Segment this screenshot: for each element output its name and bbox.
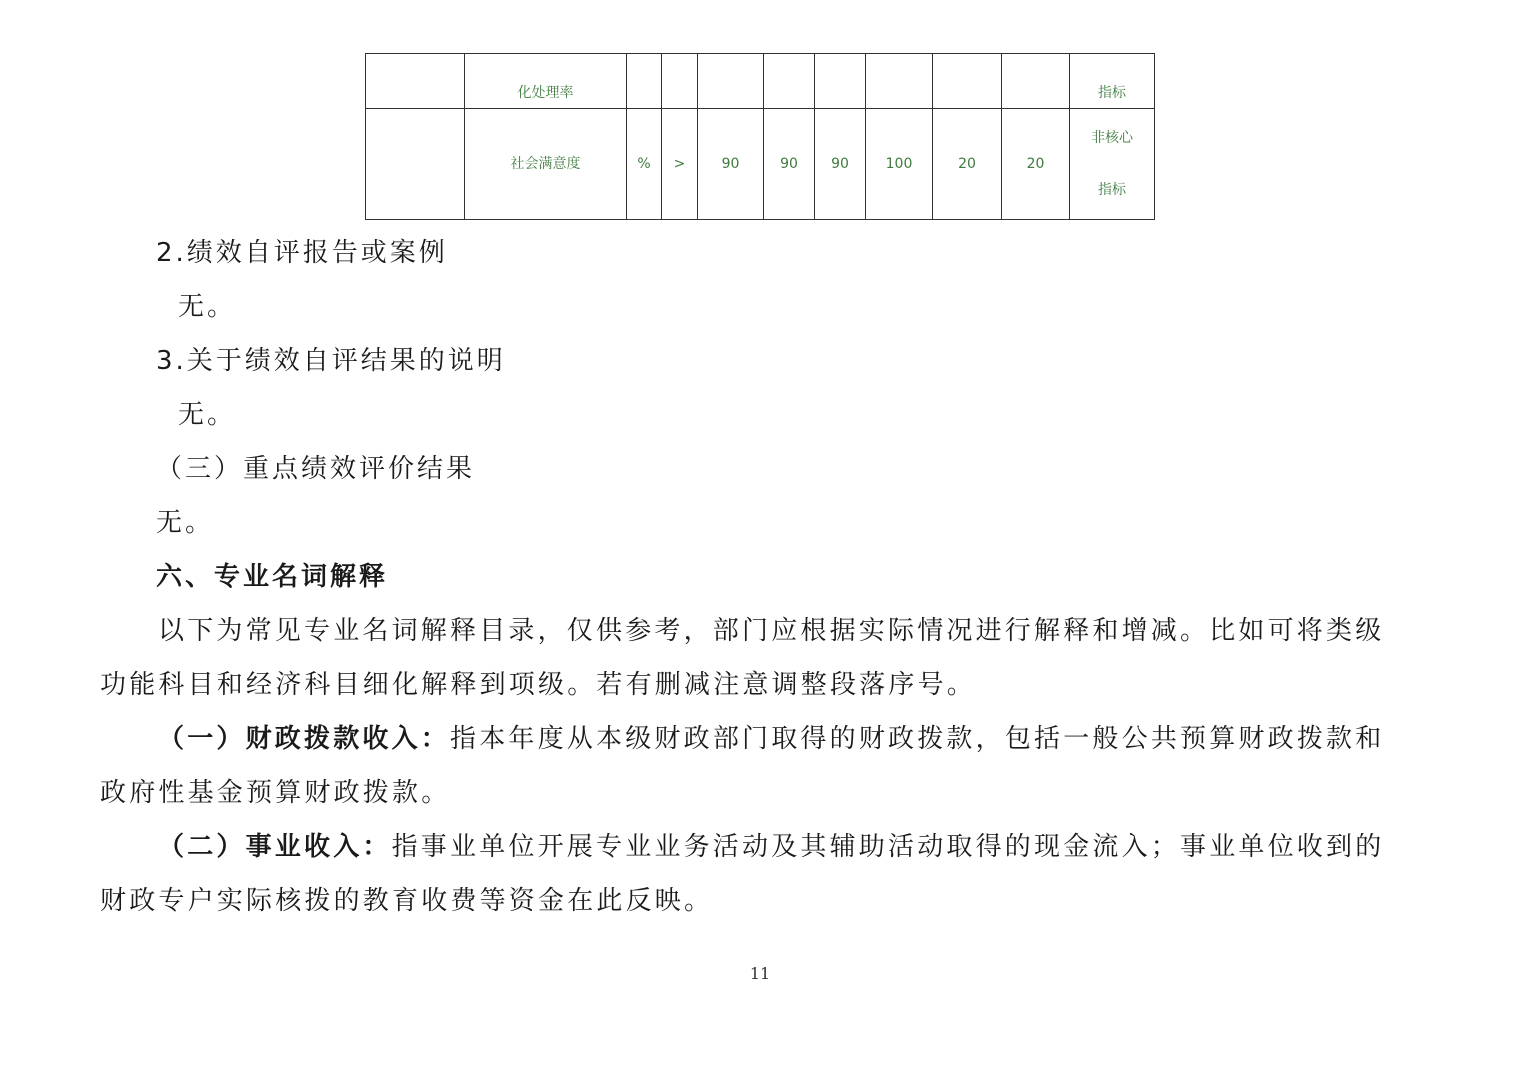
table-cell-empty [627,54,662,109]
table-cell-empty [815,54,866,109]
key-evaluation-body: 无。 [156,508,215,538]
table-cell-empty [366,109,465,220]
table-cell-empty [933,54,1002,109]
table-cell-empty [866,54,933,109]
table-cell-value: 90 [815,109,866,220]
key-evaluation-heading: （三）重点绩效评价结果 [156,454,476,484]
table-cell-indicator-type: 指标 [1070,54,1155,109]
section-2-body: 无。 [178,292,237,322]
term-definition: 指本年度从本级财政部门取得的财政拨款，包括一般公共预算财政拨款和政府性基金预算财政拨款。 [100,724,1385,808]
table-cell-empty [366,54,465,109]
page-number: 11 [749,964,771,983]
table-cell-value: 20 [1002,109,1070,220]
term-fiscal-appropriation [100,712,1400,820]
performance-indicator-table [365,53,1155,220]
table-cell-empty [698,54,764,109]
term-definition: 指事业单位开展专业业务活动及其辅助活动取得的现金流入；事业单位收到的财政专户实际核拨的教育收费等资金在此反映。 [100,832,1385,916]
table-cell-empty [764,54,815,109]
table-cell-indicator: 化处理率 [465,54,627,109]
chapter-6-heading: 六、专业名词解释 [156,562,389,592]
table-cell-value: 100 [866,109,933,220]
chapter-6-intro: 以下为常见专业名词解释目录，仅供参考，部门应根据实际情况进行解释和增减。比如可将类级功能科目和经济科目细化解释到项级。若有删减注意调整段落序号。 [100,616,1385,700]
section-3-body: 无。 [178,400,237,430]
table-row [366,54,1155,109]
table-cell-value: 20 [933,109,1002,220]
table-row [366,109,1155,220]
indicator-type-line: 指标 [1098,182,1126,198]
table-cell-operator: > [662,109,698,220]
indicator-type-line: 非核心 [1091,130,1133,146]
term-label: （一）财政拨款收入： [158,724,451,754]
table-cell-empty [1002,54,1070,109]
table-cell-indicator-type [1070,109,1155,220]
table-cell-unit: % [627,109,662,220]
table-cell-value: 90 [698,109,764,220]
table-cell-indicator: 社会满意度 [465,109,627,220]
term-label: （二）事业收入： [158,832,392,862]
table-cell-value: 90 [764,109,815,220]
table-cell-empty [662,54,698,109]
section-2-heading: 2.绩效自评报告或案例 [156,238,448,268]
section-3-heading: 3.关于绩效自评结果的说明 [156,346,506,376]
term-business-income [100,820,1400,928]
